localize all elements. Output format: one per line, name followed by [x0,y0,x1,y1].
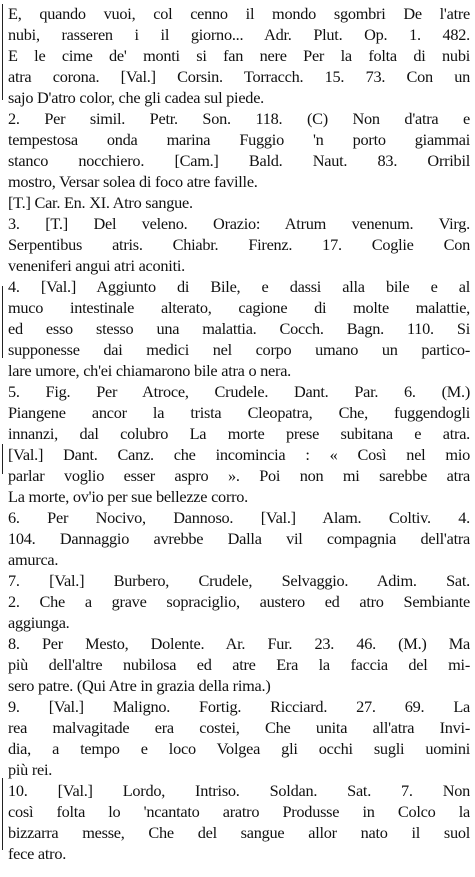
text-line: 9. [Val.] Maligno. Fortig. Ricciard. 27. 69. La [8,697,470,716]
text-line: muco intestinale alterato, cagione di molte malattie, [8,298,470,317]
text-line: dia, a tempo e loco Volgea gli occhi sugli uomini [8,739,470,758]
text-line: amurca. [8,550,59,569]
text-line: E le cime de' monti si fan nere Per la folta di nubi [8,46,470,65]
margin-rule-bottom [2,778,3,850]
text-line: 6. Per Nocivo, Dannoso. [Val.] Alam. Coltiv. 4. [8,508,470,527]
margin-rule-top [2,4,3,100]
text-line: La morte, ov'io per sue bellezze corro. [8,487,249,506]
text-line: Piangene ancor la trista Cleopatra, Che, fuggendogli [8,403,470,422]
text-line: atra corona. [Val.] Corsin. Torracch. 15. 73. Con un [8,67,470,86]
text-line: 8. Per Mesto, Dolente. Ar. Fur. 23. 46. (M.) Ma [8,634,470,653]
text-line: fece atro. [8,844,67,863]
margin-rule-lower [2,444,3,474]
text-line: [T.] Car. En. XI. Atro sangue. [8,193,193,212]
text-line: più dell'altre nubilosa ed atre Era la faccia del mi- [8,655,470,674]
text-line: veneniferi angui atri aconiti. [8,256,185,275]
text-line: 4. [Val.] Aggiunto di Bile, e dassi alla bile e al [8,277,470,296]
text-line: mostro, Versar solea di foco atre faville. [8,172,258,191]
text-line: 2. Per simil. Petr. Son. 118. (C) Non d'atra e [8,109,470,128]
margin-rule-middle [2,286,3,358]
text-line: più rei. [8,760,53,779]
text-line: 7. [Val.] Burbero, Crudele, Selvaggio. Adim. Sat. [8,571,470,590]
text-line: 10. [Val.] Lordo, Intriso. Soldan. Sat. 7. Non [8,781,470,800]
text-line: Serpentibus atris. Chiabr. Firenz. 17. Coglie Con [8,235,470,254]
text-line: nubi, rasseren i il giorno... Adr. Plut. Op. 1. 482. [8,25,470,44]
text-line: parlar voglio esser aspro ». Poi non mi sarebbe atra [8,466,470,485]
text-line: così folta lo 'ncantato aratro Produsse in Colco la [8,802,470,821]
text-line: lare umore, ch'ei chiamarono bile atra o nera. [8,361,291,380]
text-line: ed esso stesso una malattia. Cocch. Bagn. 110. Si [8,319,470,338]
text-line: [Val.] Dant. Canz. che incomincia : « Così nel mio [8,445,470,464]
text-line: 104. Dannaggio avrebbe Dalla vil compagnia dell'atra [8,529,470,548]
text-line: stanco nocchiero. [Cam.] Bald. Naut. 83. Orribil [8,151,470,170]
text-line: 2. Che a grave sopraciglio, austero ed atro Sembiante [8,592,470,611]
text-line: rea malvagitade era costei, Che unita all'atra Invi- [8,718,470,737]
text-line: aggiunga. [8,613,70,632]
text-line: E, quando vuoi, col cenno il mondo sgombri De l'atre [8,4,470,23]
text-line: sero patre. (Qui Atre in grazia della rima.) [8,676,271,695]
text-line: sajo D'atro color, che gli cadea sul piede. [8,88,264,107]
text-line: 5. Fig. Per Atroce, Crudele. Dant. Par. 6. (M.) [8,382,470,401]
text-line: tempestosa onda marina Fuggio 'n porto giammai [8,130,470,149]
text-line: bizzarra messe, Che del sangue allor nato il suol [8,823,470,842]
text-line: 3. [T.] Del veleno. Orazio: Atrum venenum. Virg. [8,214,470,233]
text-line: innanzi, dal colubro La morte prese subitana e atra. [8,424,470,443]
text-line: supponesse dai medici nel corpo umano un partico- [8,340,470,359]
